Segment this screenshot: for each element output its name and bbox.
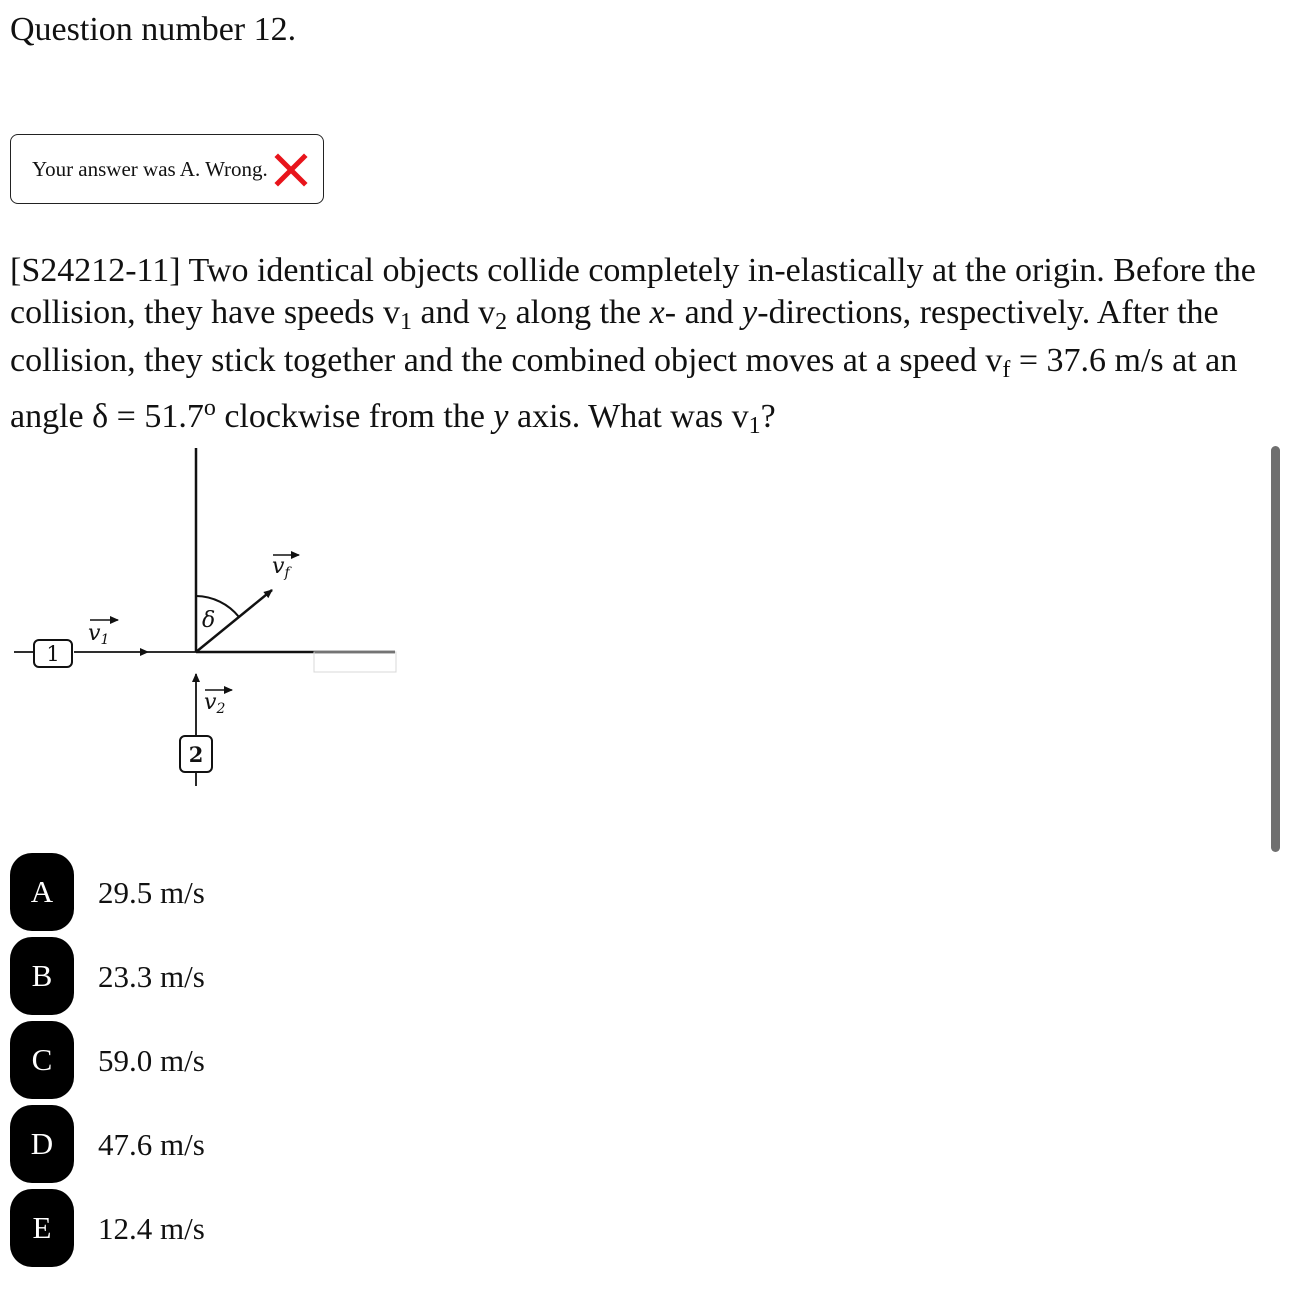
q-line1-text: [S24212-11] Two identical objects collide completely in-elastically at the origin. Before the — [10, 252, 1256, 289]
vf-label: vf — [272, 554, 290, 581]
q-line2-b: and v — [411, 294, 496, 331]
q-line2-d: - and — [664, 294, 743, 331]
choice-b[interactable] — [10, 937, 410, 1017]
v1-label: v1 — [88, 621, 110, 648]
q-line2-e: -directions, respectively. After the — [757, 294, 1219, 331]
red-x-icon — [274, 153, 308, 187]
choice-b-value[interactable]: 23.3 m/s — [98, 959, 205, 994]
q-line4-y: y — [493, 398, 509, 435]
q-line4-c: axis. What was v — [508, 398, 749, 435]
q-line2-x: x — [649, 294, 665, 331]
choice-c-letter[interactable]: C — [10, 1021, 74, 1099]
object1-label: 1 — [46, 642, 60, 666]
question-line-2 — [10, 291, 1219, 335]
choice-d[interactable] — [10, 1105, 410, 1185]
choice-a-value[interactable]: 29.5 m/s — [98, 875, 205, 910]
q-line4-d: ? — [760, 398, 776, 435]
choice-e[interactable] — [10, 1189, 410, 1269]
question-number: Question number 12. — [10, 11, 297, 48]
q-line2-a: collision, they have speeds v — [10, 294, 400, 331]
delta-label: δ — [202, 608, 216, 633]
choice-b-letter[interactable]: B — [10, 937, 74, 1015]
choice-d-value[interactable]: 47.6 m/s — [98, 1127, 205, 1162]
q-line3-b: = 37.6 m/s at an — [1010, 342, 1238, 379]
choice-d-letter[interactable]: D — [10, 1105, 74, 1183]
q-line4-a: angle δ = 51.7 — [10, 398, 204, 435]
question-line-3 — [10, 339, 1237, 383]
v2-label: v2 — [204, 690, 226, 717]
q-line2-sub1: 1 — [399, 309, 412, 335]
feedback-text: Your answer was A. Wrong. — [32, 156, 268, 181]
q-line2-c: along the — [507, 294, 650, 331]
q-line4-sub: 1 — [748, 413, 761, 439]
choice-e-letter[interactable]: E — [10, 1189, 74, 1267]
question-line-4 — [10, 395, 776, 439]
axis-end-box — [314, 652, 396, 672]
q-line3-a: collision, they stick together and the combined object moves at a speed v — [10, 342, 1003, 379]
choice-a[interactable] — [10, 853, 410, 933]
choice-e-value[interactable]: 12.4 m/s — [98, 1211, 205, 1246]
q-line4-sup: o — [203, 395, 216, 421]
object2-label: 2 — [188, 742, 204, 767]
q-line2-y: y — [742, 294, 758, 331]
q-line2-sub2: 2 — [495, 309, 508, 335]
feedback-box — [10, 134, 324, 204]
question-line-1 — [10, 249, 1256, 293]
choice-a-letter[interactable]: A — [10, 853, 74, 931]
collision-diagram — [0, 440, 420, 800]
choice-c[interactable] — [10, 1021, 410, 1101]
choice-c-value[interactable]: 59.0 m/s — [98, 1043, 205, 1078]
q-line3-sub: f — [1002, 357, 1011, 383]
scrollbar[interactable] — [1271, 446, 1280, 852]
q-line4-b: clockwise from the — [215, 398, 494, 435]
